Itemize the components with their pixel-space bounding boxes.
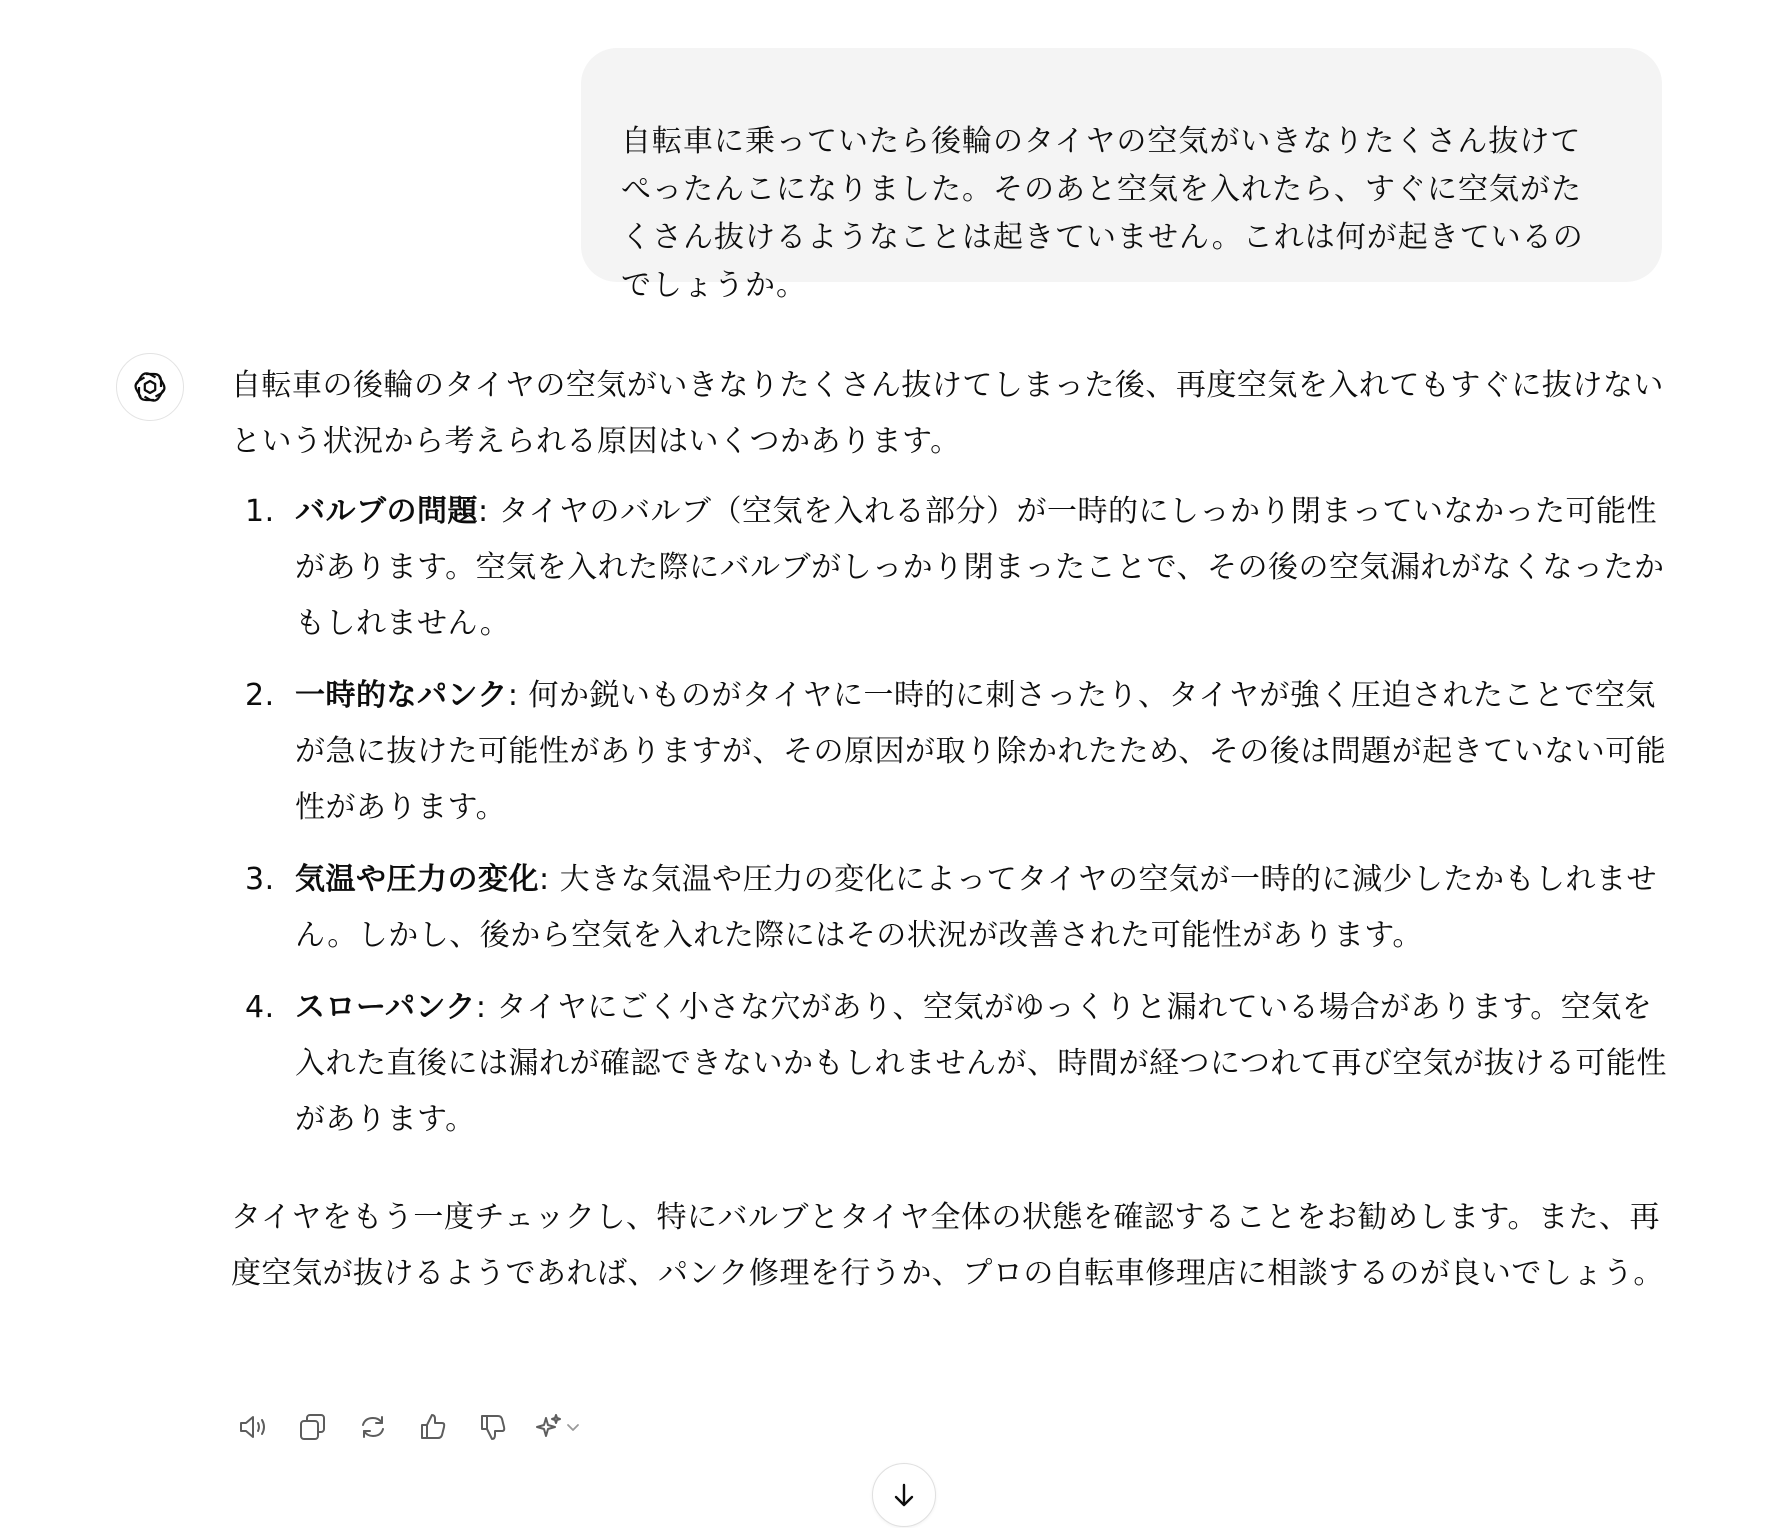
cause-list [231,484,1667,1148]
list-number: 3. [245,862,275,897]
regenerate-button[interactable] [351,1405,395,1449]
list-item-body: : タイヤにごく小さな穴があり、空気がゆっくりと漏れている場合があります。空気を入れた直後には漏れが確認できないかもしれませんが、時間が経つにつれて再び空気が抜ける可能性があります。 [295,990,1667,1137]
list-item-title: 気温や圧力の変化 [295,862,539,897]
message-actions [231,1405,611,1449]
copy-icon [296,1410,330,1444]
list-item-body: : タイヤのバルブ（空気を入れる部分）が一時的にしっかり閉まっていなかった可能性があります。空気を入れた際にバルブがしっかり閉まったことで、その後の空気漏れがなくなったかもしれません。 [295,494,1665,641]
user-message-text: 自転車に乗っていたら後輪のタイヤの空気がいきなりたくさん抜けて ぺったんこになりました。そのあと空気を入れたら、すぐに空気がた くさん抜けるようなことは起きていません。これは何が起きているの でしょうか。 [621,124,1584,303]
list-item [231,484,1667,652]
change-model-button[interactable] [531,1405,595,1449]
answer-intro: 自転車の後輪のタイヤの空気がいきなりたくさん抜けてしまった後、再度空気を入れてもすぐに抜けないという状況から考えられる原因はいくつかあります。 [231,368,1664,459]
openai-logo-icon [130,367,170,407]
read-aloud-icon [236,1410,270,1444]
list-number: 2. [245,678,275,713]
list-item-title: スローパンク [295,990,476,1025]
answer-outro: タイヤをもう一度チェックし、特にバルブとタイヤ全体の状態を確認することをお勧めします。また、再度空気が抜けるようであれば、パンク修理を行うか、プロの自転車修理店に相談するのが良いでしょう。 [231,1200,1664,1291]
sparkle-model-icon [531,1410,565,1444]
list-item [231,668,1667,836]
thumbs-down-icon [476,1410,510,1444]
list-item-body: : 大きな気温や圧力の変化によってタイヤの空気が一時的に減少したかもしれません。しかし、後から空気を入れた際にはその状況が改善された可能性があります。 [295,862,1658,953]
list-item-title: 一時的なパンク [295,678,508,713]
regenerate-icon [356,1410,390,1444]
list-number: 4. [245,990,275,1025]
scroll-to-bottom-button[interactable] [872,1463,936,1527]
list-item [231,980,1667,1148]
chevron-down-icon [565,1419,581,1435]
read-aloud-button[interactable] [231,1405,275,1449]
thumbs-down-button[interactable] [471,1405,515,1449]
user-message-bubble [581,48,1662,303]
arrow-down-icon [889,1480,919,1510]
copy-button[interactable] [291,1405,335,1449]
list-item [231,852,1667,964]
list-item-body: : 何か鋭いものがタイヤに一時的に刺さったり、タイヤが強く圧迫されたことで空気が急に抜けた可能性がありますが、その原因が取り除かれたため、その後は問題が起きていない可能性があります。 [295,678,1667,825]
assistant-avatar [116,353,184,421]
thumbs-up-icon [416,1410,450,1444]
assistant-message [231,358,1667,1302]
list-number: 1. [245,494,275,529]
thumbs-up-button[interactable] [411,1405,455,1449]
list-item-title: バルブの問題 [295,494,478,529]
